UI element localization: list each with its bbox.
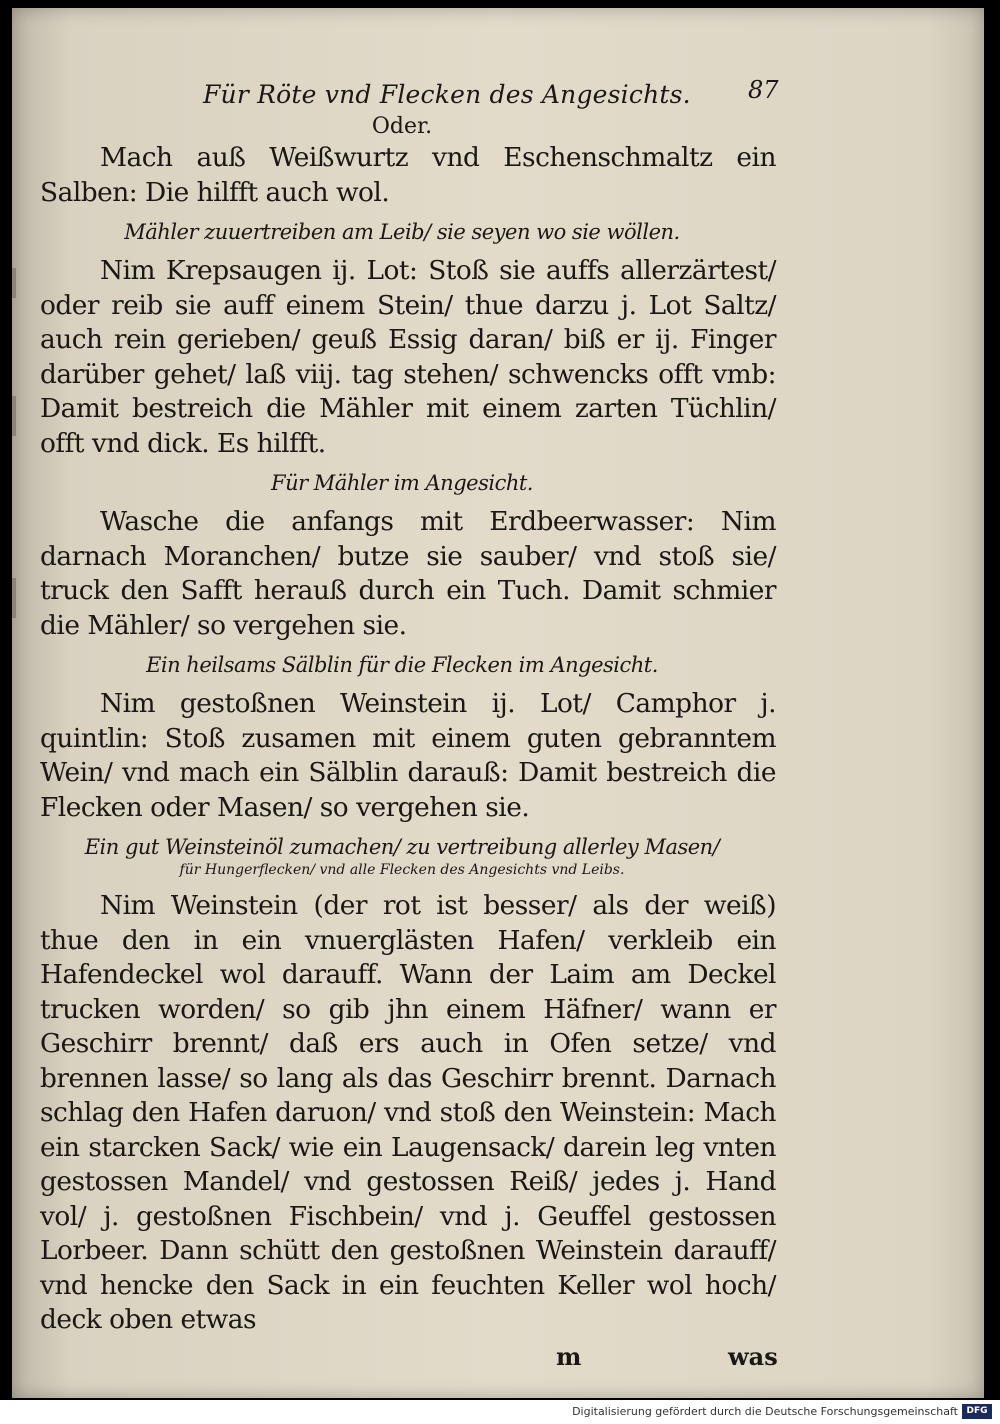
page-number: 87: [748, 76, 779, 104]
section-heading: Für Mähler im Angesicht.: [271, 471, 533, 495]
text-block: [28, 68, 779, 1374]
catchword: was: [728, 1341, 778, 1371]
running-title: Für Röte vnd Flecken des Angesichts.: [203, 80, 691, 109]
section-heading: Ein gut Weinsteinöl zumachen/ zu vertreibung allerley Masen/: [84, 835, 720, 859]
recipe-paragraph: Wasche die anfangs mit Erdbeerwasser: Nim darnach Moranchen/ butze sie sauber/ vnd stoß sie/ truck den Safft herauß durch ein Tuch. Damit schmier die Mähler/ so vergehen sie.: [40, 506, 776, 641]
section-heading: Mähler zuuertreiben am Leib/ sie seyen wo sie wöllen.: [124, 220, 680, 244]
running-head: [28, 68, 779, 110]
recipe-paragraph: Nim Krepsaugen ij. Lot: Stoß sie auffs allerzärtest/ oder reib sie auff einem Stein/ thue darzu j. Lot Saltz/ auch rein gerieben/ geuß Essig daran/ biß er ij. Finger darüber gehet/ laß viij. tag stehen/ schwencks offt vmb: Damit bestreich die Mähler mit einem zarten Tüchlin/ offt vnd dick. Es hilfft.: [40, 255, 776, 459]
page-bottom-line: [28, 1338, 776, 1374]
recipe-paragraph: Nim Weinstein (der rot ist besser/ als der weiß) thue den in ein vnuerglästen Hafen/ verkleib ein Hafendeckel wol darauff. Wann der Laim am Deckel trucken worden/ so gib jhn einem Häfner/ wann er Geschirr brennt/ daß ers auch in Ofen setze/ vnd brennen lasse/ so lang als das Geschirr brennt. Darnach schlag den Hafen daruon/ vnd stoß den Weinstein: Mach ein starcken Sack/ wie ein Laugensack/ darein leg vnten gestossen Mandel/ vnd gestossen Reiß/ jedes j. Hand vol/ j. gestoßnen Fischbein/ vnd j. Geuffel gestossen Lorbeer. Dann schütt den gestoßnen Weinstein darauff/ vnd hencke den Sack in ein feuchten Keller wol hoch/ deck oben etwas: [40, 890, 776, 1335]
section-subheading: für Hungerflecken/ vnd alle Flecken des Angesichts vnd Leibs.: [179, 862, 625, 878]
recipe-paragraph: Mach auß Weißwurtz vnd Eschenschmaltz ein Salben: Die hilfft auch wol.: [40, 142, 776, 208]
margin-mark: [12, 396, 16, 436]
margin-mark: [12, 578, 16, 618]
section-heading: Oder.: [371, 114, 433, 139]
signature-mark: m: [556, 1341, 582, 1371]
section-heading: Ein heilsams Sälblin für die Flecken im Angesicht.: [146, 653, 658, 677]
dfg-logo-icon: DFG: [962, 1404, 992, 1419]
digitization-footer: [0, 1400, 1000, 1424]
footer-credit: Digitalisierung gefördert durch die Deutsche Forschungsgemeinschaft: [572, 1405, 958, 1418]
book-page: [12, 8, 984, 1398]
recipe-paragraph: Nim gestoßnen Weinstein ij. Lot/ Camphor j. quintlin: Stoß zusamen mit einem guten gebranntem Wein/ vnd mach ein Sälblin darauß: Damit bestreich die Flecken oder Masen/ so vergehen sie.: [40, 688, 776, 823]
margin-mark: [12, 268, 16, 298]
